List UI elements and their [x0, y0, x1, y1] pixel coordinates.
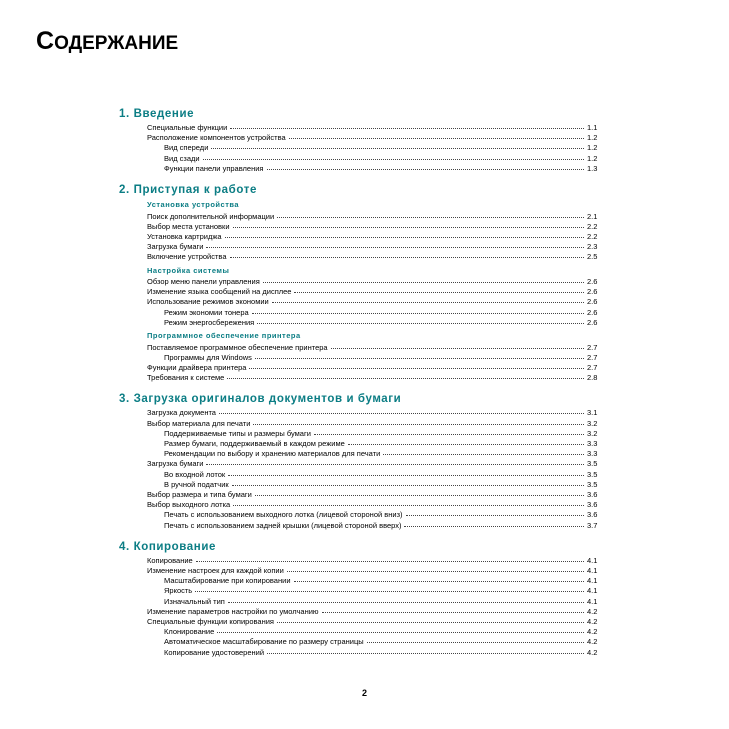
toc-entry-title: Поддерживаемые типы и размеры бумаги	[164, 428, 311, 438]
toc-entry-title: Выбор материала для печати	[147, 418, 251, 428]
toc-entry[interactable]	[164, 318, 601, 328]
toc-entry-title: В ручной податчик	[164, 479, 229, 489]
dot-leader	[331, 342, 584, 349]
toc-entry-title: Поставляемое программное обеспечение принтера	[147, 342, 328, 352]
toc-entry-title: Изменение языка сообщений на дисплее	[147, 287, 292, 297]
dot-leader	[253, 418, 584, 425]
toc-entry-title: Обзор меню панели управления	[147, 277, 260, 287]
dot-leader	[252, 307, 584, 314]
dot-leader	[249, 362, 584, 369]
toc-entry-title: Режим энергосбережения	[164, 317, 255, 327]
page-number: 2	[361, 688, 367, 698]
dot-leader	[263, 276, 584, 283]
toc-entry[interactable]	[147, 373, 601, 383]
section-subheading[interactable]: Программное обеспечение принтера	[147, 331, 301, 341]
dot-leader	[232, 479, 584, 486]
toc-entry-title: Использование режимов экономии	[147, 297, 269, 307]
toc-entry-title: Размер бумаги, поддерживаемый в каждом режиме	[164, 438, 345, 448]
toc-entry[interactable]	[164, 648, 601, 658]
toc-entry-page: 2.3	[587, 242, 598, 252]
dot-leader	[203, 153, 584, 160]
toc-entry-page: 2.7	[587, 342, 598, 352]
toc-entry-page: 2.6	[587, 317, 598, 327]
dot-leader	[230, 122, 584, 129]
toc-entry-title: Изначальный тип	[164, 596, 225, 606]
toc-entry-title: Загрузка документа	[147, 408, 216, 418]
toc-entry-page: 3.5	[587, 469, 598, 479]
toc-entry-title: Требования к системе	[147, 373, 225, 383]
toc-entry-page: 4.1	[587, 576, 598, 586]
toc-entry-page: 1.1	[587, 123, 598, 132]
toc-entry-title: Яркость	[164, 586, 193, 596]
toc-entry-title: Специальные функции копирования	[147, 617, 274, 627]
dot-leader	[257, 317, 584, 324]
dot-leader	[267, 163, 585, 170]
toc-entry-title: Выбор места установки	[147, 221, 230, 231]
dot-leader	[255, 489, 584, 496]
toc-entry-page: 4.2	[587, 637, 598, 647]
dot-leader	[195, 585, 584, 592]
toc-entry-title: Печать с использованием выходного лотка (лицевой стороной вниз)	[164, 510, 403, 520]
toc-entry-page: 2.2	[587, 231, 598, 241]
toc-entry-page: 4.1	[587, 555, 598, 565]
toc-entry-page: 2.1	[587, 211, 598, 221]
toc-entry-title: Поиск дополнительной информации	[147, 211, 275, 221]
toc-entry-page: 1.2	[587, 153, 598, 163]
dot-leader	[287, 565, 584, 572]
toc-entry-page: 2.8	[587, 373, 598, 383]
toc-entry-page: 4.2	[587, 606, 598, 616]
toc-entry-page: 3.2	[587, 418, 598, 428]
page-title	[36, 26, 178, 59]
toc-entry-title: Автоматическое масштабирование по размеру страницы	[164, 637, 364, 647]
page-title-rest: ОДЕРЖАНИЕ	[54, 33, 179, 54]
toc-entry-title: Копирование	[147, 555, 193, 565]
dot-leader	[219, 407, 584, 414]
toc-entry-page: 2.2	[587, 221, 598, 231]
dot-leader	[228, 469, 584, 476]
dot-leader	[225, 231, 584, 238]
toc-entry-page: 2.6	[587, 277, 598, 287]
toc-entry[interactable]	[147, 252, 601, 262]
toc-entry-page: 2.5	[587, 252, 598, 262]
toc-entry-title: Функции драйвера принтера	[147, 362, 247, 372]
dot-leader	[277, 211, 584, 218]
dot-leader	[211, 142, 584, 149]
toc-entry-title: Масштабирование при копировании	[164, 576, 291, 586]
toc-entry-page: 1.2	[587, 133, 598, 143]
toc-entry-page: 1.3	[587, 163, 598, 173]
toc-entry[interactable]	[164, 521, 601, 531]
dot-leader	[233, 499, 584, 506]
toc-entry-title: Копирование удостоверений	[164, 647, 265, 657]
chapter-heading[interactable]: 4. Копирование	[119, 540, 217, 553]
section-subheading[interactable]: Установка устройства	[147, 200, 240, 210]
dot-leader	[230, 251, 584, 258]
toc-entry-page: 3.5	[587, 459, 598, 469]
toc-entry-page: 2.6	[587, 307, 598, 317]
dot-leader	[383, 448, 584, 455]
dot-leader	[348, 438, 584, 445]
toc-entry-page: 4.2	[587, 647, 598, 657]
dot-leader	[217, 626, 584, 633]
toc-entry-title: Во входной лоток	[164, 469, 226, 479]
dot-leader	[404, 520, 584, 527]
toc-entry-title: Расположение компонентов устройства	[147, 133, 286, 143]
dot-leader	[206, 458, 584, 465]
toc-entry-page: 2.7	[587, 362, 598, 372]
toc-entry-page: 3.6	[587, 510, 598, 520]
dot-leader	[233, 221, 584, 228]
toc-entry-title: Выбор выходного лотка	[147, 500, 231, 510]
dot-leader	[294, 286, 584, 293]
toc-entry-page: 2.6	[587, 297, 598, 307]
toc-entry-page: 3.3	[587, 438, 598, 448]
chapter-heading[interactable]: 2. Приступая к работе	[119, 184, 257, 197]
dot-leader	[277, 616, 584, 623]
toc-entry-page: 4.1	[587, 566, 598, 575]
toc-entry-title: Загрузка бумаги	[147, 242, 204, 252]
toc-entry-page: 4.2	[587, 617, 598, 627]
chapter-heading[interactable]: 1. Введение	[119, 108, 195, 120]
toc-entry-page: 3.5	[587, 479, 598, 489]
dot-leader	[206, 241, 584, 248]
toc-entry-title: Загрузка бумаги	[147, 459, 204, 469]
toc-entry-page: 4.1	[587, 596, 598, 606]
toc-entry-page: 3.1	[587, 408, 598, 418]
toc-entry-title: Режим экономии тонера	[164, 307, 249, 317]
toc-entry[interactable]	[164, 164, 601, 174]
chapter-heading[interactable]: 3. Загрузка оригиналов документов и бумаги	[119, 393, 402, 406]
toc-entry-title: Установка картриджа	[147, 231, 222, 241]
dot-leader	[255, 352, 584, 359]
toc-entry-title: Изменение параметров настройки по умолчанию	[147, 606, 319, 616]
toc-entry-title: Функции панели управления	[164, 163, 264, 173]
toc-entry-title: Вид сзади	[164, 153, 200, 163]
dot-leader	[267, 647, 584, 654]
toc-entry-title: Вид спереди	[164, 143, 209, 153]
toc-entry-title: Выбор размера и типа бумаги	[147, 489, 252, 499]
toc-entry-page: 3.7	[587, 520, 598, 530]
dot-leader	[227, 372, 584, 379]
dot-leader	[228, 596, 584, 603]
dot-leader	[272, 296, 584, 303]
toc-entry-page: 1.2	[587, 143, 598, 153]
toc-entry-title: Специальные функции	[147, 123, 228, 132]
toc-entry-title: Печать с использованием задней крышки (лицевой стороной вверх)	[164, 520, 402, 530]
section-subheading[interactable]: Настройка системы	[147, 265, 230, 275]
table-of-contents	[119, 107, 601, 658]
toc-entry-page: 2.7	[587, 352, 598, 362]
dot-leader	[322, 606, 584, 613]
dot-leader	[289, 132, 584, 139]
dot-leader	[294, 575, 584, 582]
toc-entry-page: 3.3	[587, 449, 598, 459]
toc-entry-title: Рекомендации по выбору и хранению материалов для печати	[164, 449, 381, 459]
dot-leader	[196, 555, 584, 562]
toc-entry-title: Программы для Windows	[164, 352, 252, 362]
toc-entry-page: 3.2	[587, 428, 598, 438]
toc-entry-page: 3.6	[587, 489, 598, 499]
toc-entry-title: Включение устройства	[147, 252, 227, 262]
dot-leader	[367, 636, 584, 643]
toc-entry-page: 2.6	[587, 287, 598, 297]
toc-entry-title: Изменение настроек для каждой копии	[147, 566, 284, 575]
toc-entry-page: 4.2	[587, 627, 598, 637]
dot-leader	[314, 428, 584, 435]
dot-leader	[406, 509, 584, 516]
page-title-initial: С	[36, 27, 55, 55]
toc-entry-page: 4.1	[587, 586, 598, 596]
toc-entry-title: Клонирование	[164, 627, 215, 637]
toc-entry-page: 3.6	[587, 500, 598, 510]
